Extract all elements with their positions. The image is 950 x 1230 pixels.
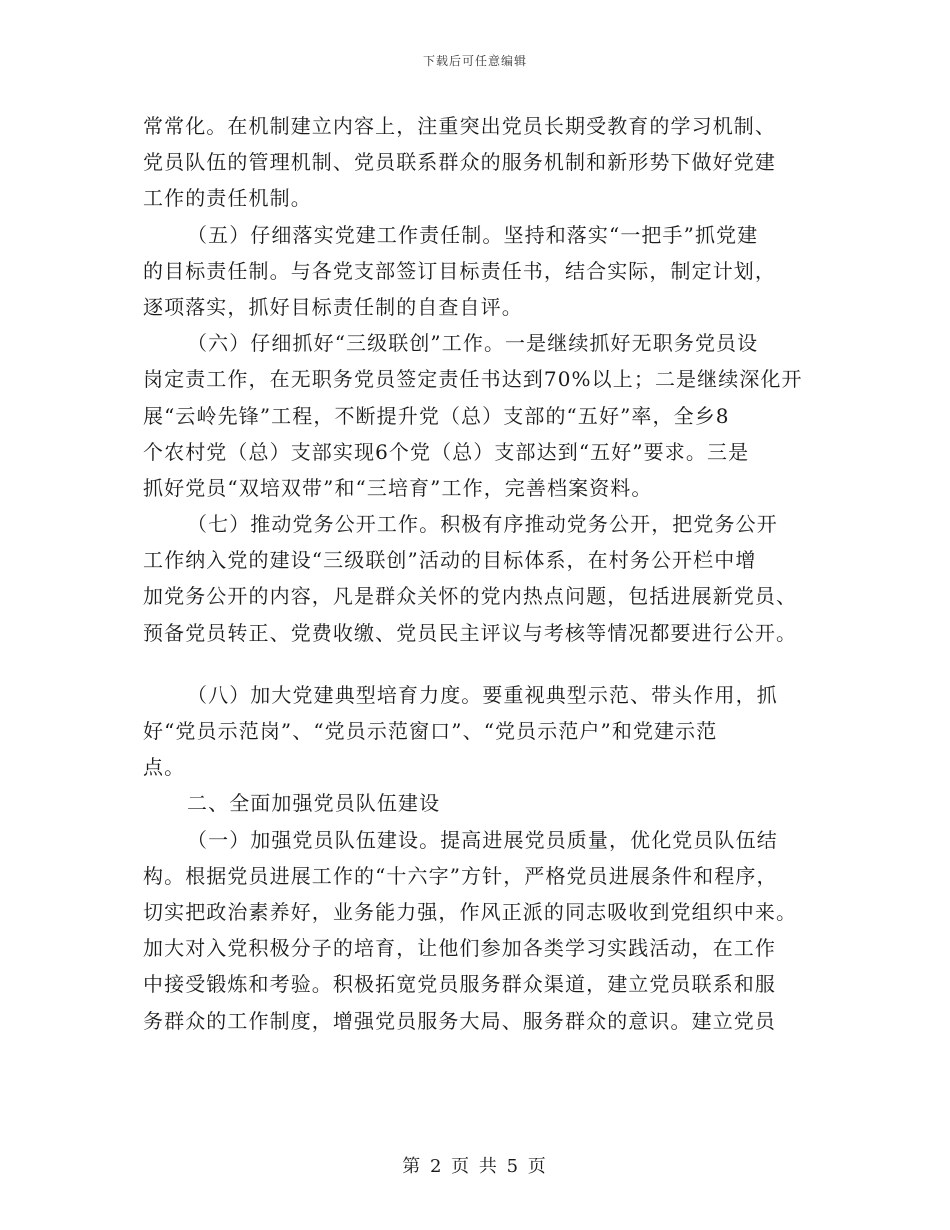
text-line: 展“云岭先锋”工程，不断提升党（总）支部的“五好”率，全乡8	[143, 403, 730, 428]
text-line: 点。	[143, 755, 186, 780]
text-line: 工作的责任机制。	[143, 186, 312, 211]
text-line: 加大对入党积极分子的培育，让他们参加各类学习实践活动，在工作	[143, 936, 776, 961]
text-line: 党员队伍的管理机制、党员联系群众的服务机制和新形势下做好党建	[143, 150, 776, 175]
text-line: （七）推动党务公开工作。积极有序推动党务公开，把党务公开	[187, 512, 778, 537]
section-heading: 二、全面加强党员队伍建设	[187, 791, 441, 816]
text-line: 工作纳入党的建设“三级联创”活动的目标体系，在村务公开栏中增	[143, 548, 757, 573]
text-line: （六）仔细抓好“三级联创”工作。一是继续抓好无职务党员设	[187, 331, 759, 356]
text-line: 切实把政治素养好，业务能力强，作风正派的同志吸收到党组织中来。	[143, 899, 798, 924]
text-line: 务群众的工作制度，增强党员服务大局、服务群众的意识。建立党员	[143, 1008, 776, 1033]
text-line: 常常化。在机制建立内容上，注重突出党员长期受教育的学习机制、	[143, 114, 776, 138]
text-line: （八）加大党建典型培育力度。要重视典型示范、带头作用，抓	[187, 682, 778, 707]
text-line: （五）仔细落实党建工作责任制。坚持和落实“一把手”抓党建	[187, 222, 759, 247]
page-number: 第 2 页 共 5 页	[402, 1156, 548, 1177]
text-line: 逐项落实，抓好目标责任制的自查自评。	[143, 294, 523, 319]
text-line: 的目标责任制。与各党支部签订目标责任书，结合实际，制定计划，	[143, 258, 776, 283]
text-line: 加党务公开的内容，凡是群众关怀的党内热点问题，包括进展新党员、	[143, 584, 798, 609]
document-body	[143, 108, 807, 1039]
text-line: 岗定责工作，在无职务党员签定责任书达到70%以上；二是继续深化开	[143, 367, 803, 392]
text-line: 好“党员示范岗”、“党员示范窗口”、“党员示范户”和党建示范	[143, 719, 718, 743]
text-line: （一）加强党员队伍建设。提高进展党员质量，优化党员队伍结	[187, 827, 778, 852]
page-header-note: 下载后可任意编辑	[422, 54, 527, 68]
text-line: 中接受锻炼和考验。积极拓宽党员服务群众渠道，建立党员联系和服	[143, 972, 776, 997]
text-line: 预备党员转正、党费收缴、党员民主评议与考核等情况都要进行公开。	[143, 620, 798, 645]
text-line: 个农村党（总）支部实现6个党（总）支部达到“五好”要求。三是	[143, 439, 750, 464]
text-line: 抓好党员“双培双带”和“三培育”工作，完善档案资料。	[143, 475, 653, 500]
text-line: 构。根据党员进展工作的“十六字”方针，严格党员进展条件和程序，	[143, 863, 778, 888]
